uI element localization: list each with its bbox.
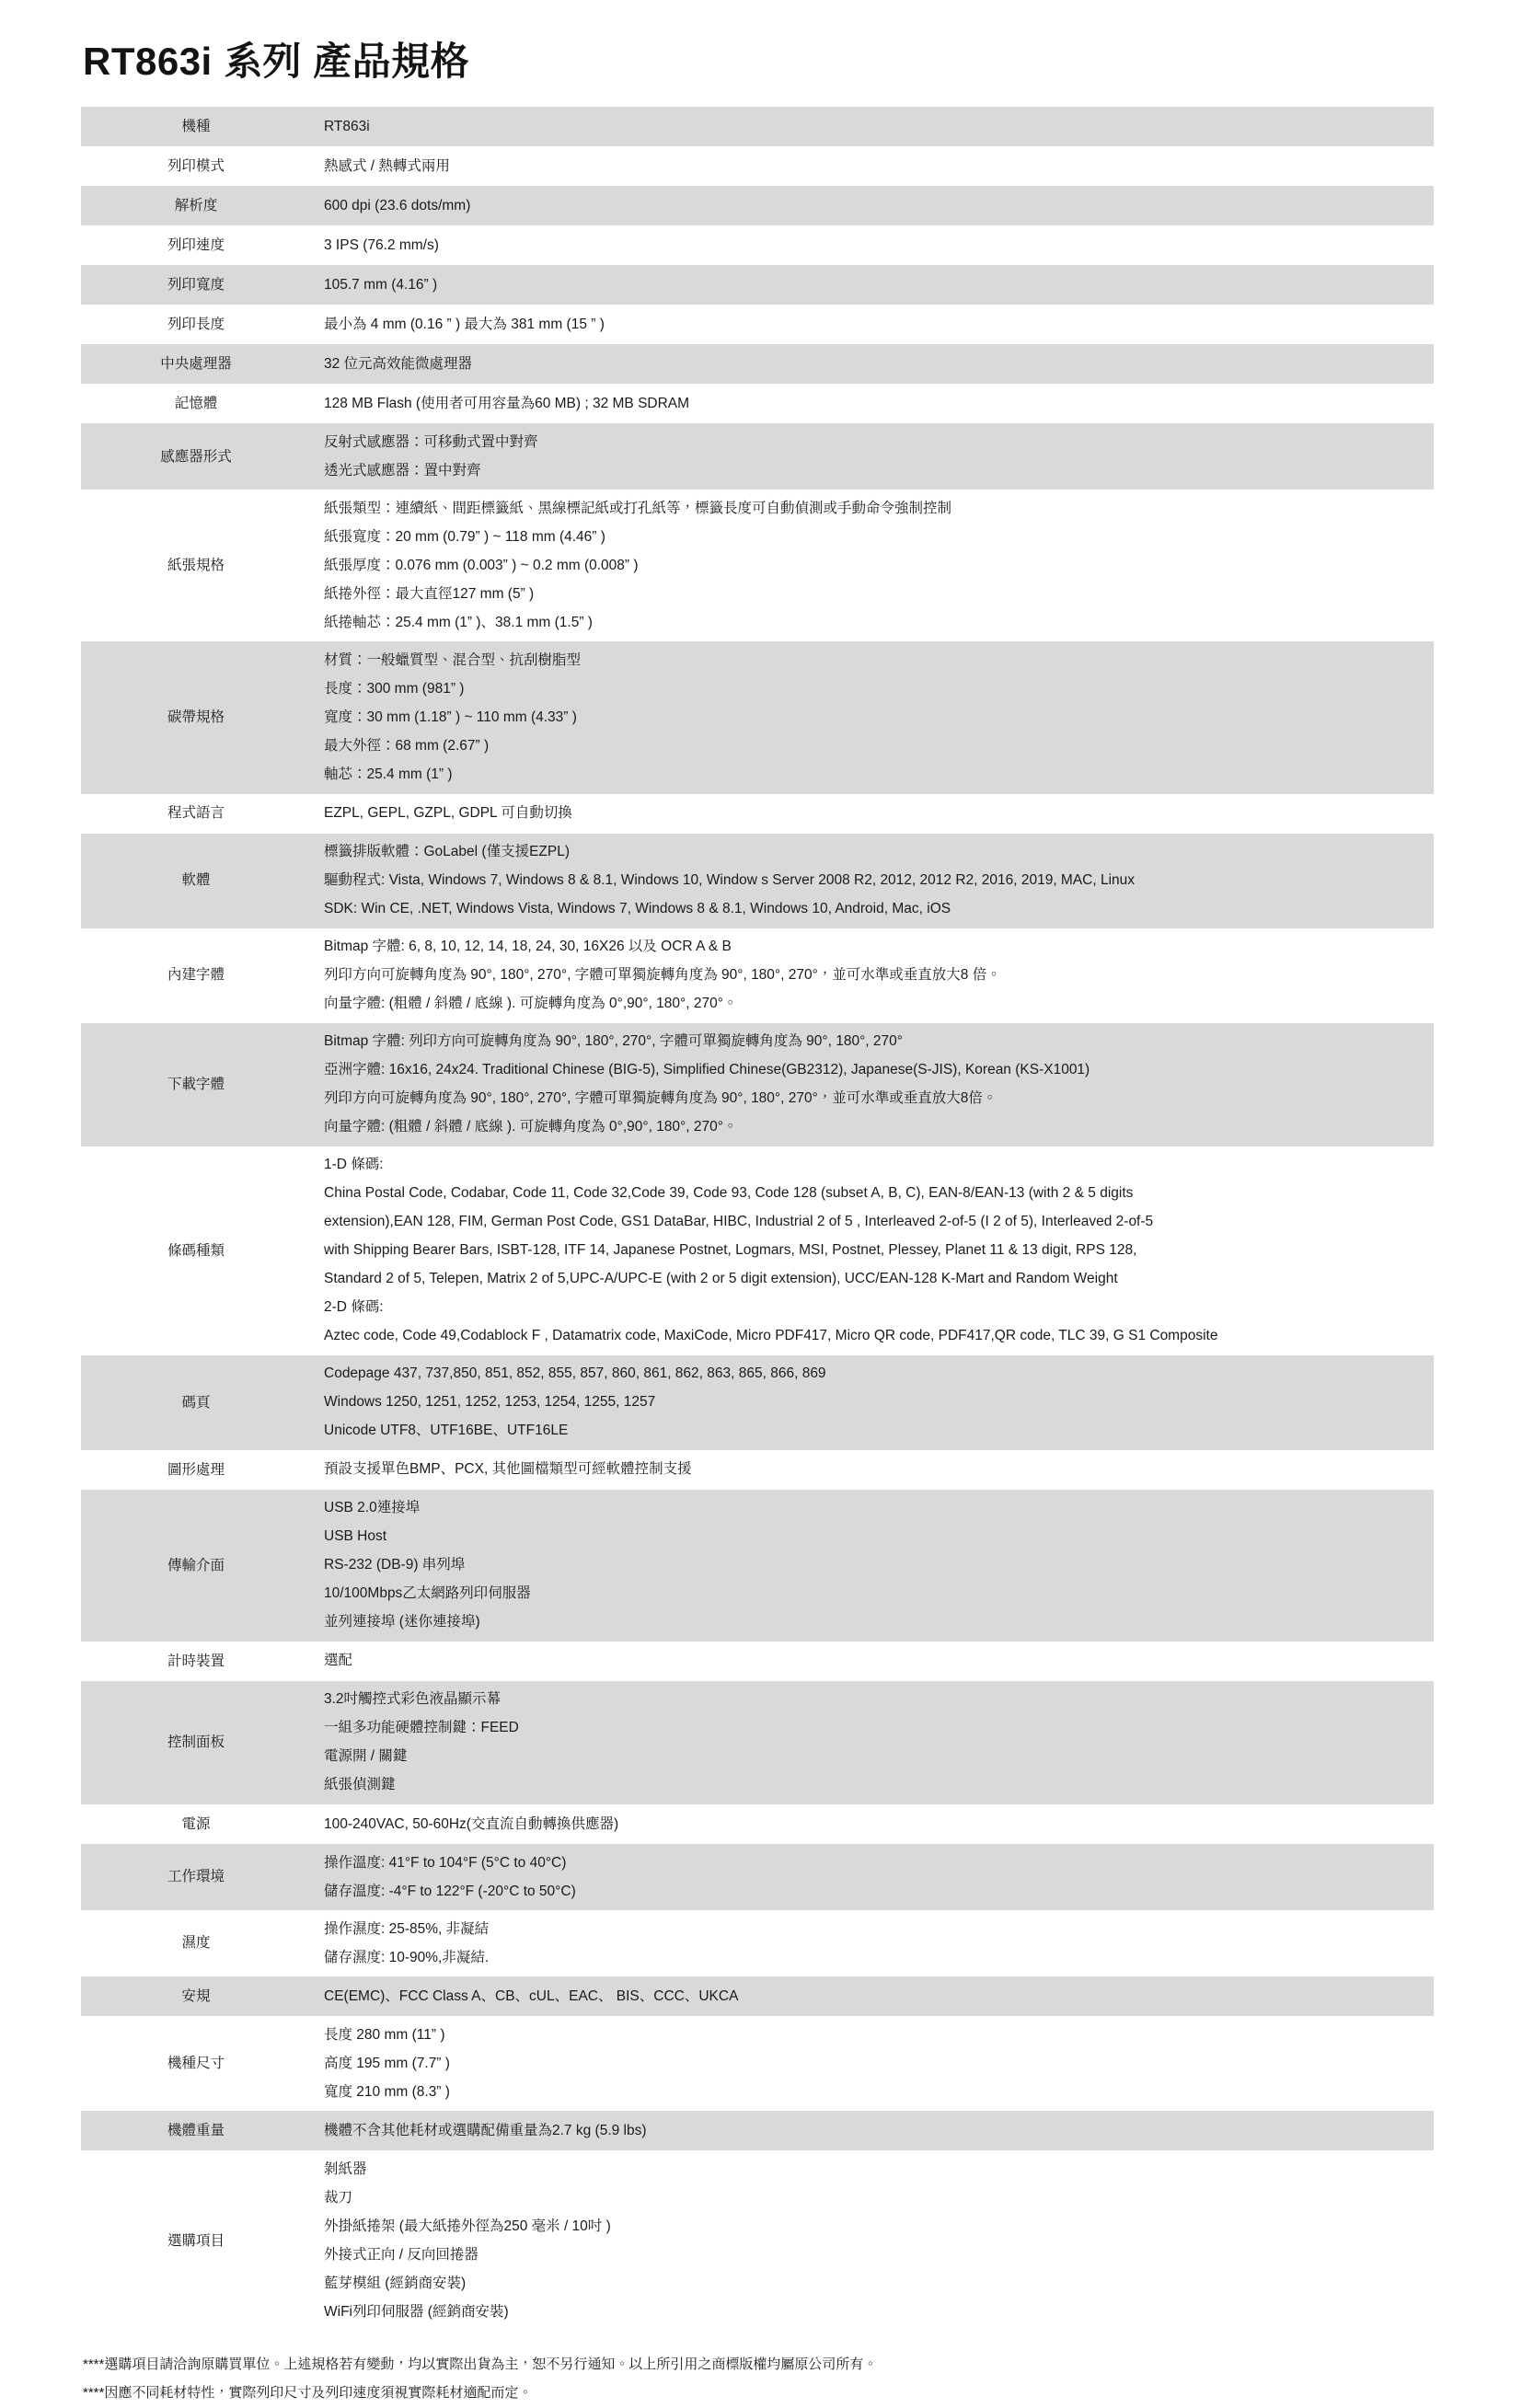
- specification-table: [81, 107, 1434, 2331]
- table-row: [81, 490, 1434, 641]
- spec-value-line: 紙張偵測鍵: [324, 1777, 396, 1793]
- spec-value-line: 寬度 210 mm (8.3” ): [324, 2083, 450, 2100]
- spec-value-line: 105.7 mm (4.16” ): [324, 276, 438, 293]
- spec-value-line: 材質：一般蠟質型、混合型、抗刮樹脂型: [324, 651, 582, 668]
- spec-value-line: 2-D 條碼:: [324, 1299, 384, 1316]
- table-row: [81, 186, 1434, 225]
- spec-value-line: 紙捲軸芯：25.4 mm (1” )、38.1 mm (1.5” ): [324, 614, 593, 630]
- spec-value-line: 高度 195 mm (7.7” ): [324, 2055, 450, 2071]
- table-row: [81, 1642, 1434, 1681]
- spec-label: 工作環境: [81, 1844, 311, 1910]
- spec-value-line: 紙張厚度：0.076 mm (0.003” ) ~ 0.2 mm (0.008” ): [324, 557, 639, 573]
- table-row: [81, 225, 1434, 265]
- spec-value-line: 寬度：30 mm (1.18” ) ~ 110 mm (4.33” ): [324, 709, 577, 725]
- spec-label: 機種: [81, 107, 311, 146]
- spec-value-line: 機體不含其他耗材或選購配備重量為2.7 kg (5.9 lbs): [324, 2122, 647, 2138]
- spec-value-line: 操作溫度: 41°F to 104°F (5°C to 40°C): [324, 1854, 567, 1871]
- spec-label: 濕度: [81, 1910, 311, 1976]
- spec-value-line: 裁刀: [324, 2189, 353, 2206]
- spec-value-line: 10/100Mbps乙太網路列印伺服器: [324, 1585, 531, 1602]
- spec-value-line: Bitmap 字體: 6, 8, 10, 12, 14, 18, 24, 30, 16X26 以及 OCR A & B: [324, 939, 732, 955]
- spec-label: 中央處理器: [81, 344, 311, 384]
- table-row: [81, 834, 1434, 928]
- page-title: RT863i 系列 產品規格: [83, 40, 470, 83]
- table-row: [81, 107, 1434, 146]
- table-row: [81, 928, 1434, 1023]
- spec-value-line: USB 2.0連接埠: [324, 1500, 421, 1516]
- spec-value-line: 紙張類型：連續紙、間距標籤紙、黑線標記紙或打孔紙等，標籤長度可自動偵測或手動命令強制控制: [324, 500, 952, 516]
- spec-value-line: 最小為 4 mm (0.16 ” ) 最大為 381 mm (15 ” ): [324, 316, 605, 332]
- spec-label: 安規: [81, 1976, 311, 2016]
- spec-value-line: RS-232 (DB-9) 串列埠: [324, 1557, 466, 1573]
- table-row: [81, 794, 1434, 834]
- spec-value: [311, 265, 1434, 305]
- spec-value-line: 預設支援單色BMP、PCX, 其他圖檔類型可經軟體控制支援: [324, 1461, 692, 1478]
- spec-value-line: 列印方向可旋轉角度為 90°, 180°, 270°, 字體可單獨旋轉角度為 90°, 180°, 270°，並可水準或垂直放大8倍。: [324, 1090, 997, 1107]
- spec-label: 列印寬度: [81, 265, 311, 305]
- spec-label: 機種尺寸: [81, 2016, 311, 2111]
- spec-value-line: SDK: Win CE, .NET, Windows Vista, Windows 7, Windows 8 & 8.1, Windows 10, Android, Mac, iOS: [324, 901, 951, 917]
- spec-value: [311, 423, 1434, 490]
- spec-label: 列印速度: [81, 225, 311, 265]
- spec-label: 傳輸介面: [81, 1490, 311, 1642]
- spec-value-line: CE(EMC)、FCC Class A、CB、cUL、EAC、 BIS、CCC、UKCA: [324, 1987, 739, 2004]
- table-row: [81, 1976, 1434, 2016]
- spec-label: 下載字體: [81, 1023, 311, 1146]
- spec-value-line: 1-D 條碼:: [324, 1157, 384, 1173]
- footnote-line: ****選購項目請洽詢原購買單位。上述規格若有變動，均以實際出貨為主，恕不另行通知。以上所引用之商標版權均屬原公司所有。: [83, 2356, 878, 2373]
- table-row: [81, 1355, 1434, 1450]
- spec-value-line: WiFi列印伺服器 (經銷商安裝): [324, 2303, 509, 2320]
- footnote-line: ****因應不同耗材特性，實際列印尺寸及列印速度須視實際耗材適配而定。: [83, 2385, 533, 2401]
- table-row: [81, 1804, 1434, 1844]
- spec-label: 條碼種類: [81, 1146, 311, 1355]
- spec-value-line: with Shipping Bearer Bars, ISBT-128, ITF 14, Japanese Postnet, Logmars, MSI, Postnet, Plessey, Planet 11 & 13 digit, RPS 128,: [324, 1242, 1137, 1259]
- table-row: [81, 2111, 1434, 2150]
- table-row: [81, 1490, 1434, 1642]
- spec-value-line: 選配: [324, 1653, 353, 1669]
- spec-value-line: 標籤排版軟體：GoLabel (僅支援EZPL): [324, 844, 570, 860]
- spec-value-line: 600 dpi (23.6 dots/mm): [324, 197, 471, 213]
- spec-value-line: 操作濕度: 25-85%, 非凝結: [324, 1920, 490, 1937]
- spec-value-line: 剝紙器: [324, 2160, 367, 2177]
- spec-value-line: 藍芽模組 (經銷商安裝): [324, 2275, 467, 2291]
- table-row: [81, 1146, 1434, 1355]
- spec-value-line: 外掛紙捲架 (最大紙捲外徑為250 毫米 / 10吋 ): [324, 2218, 611, 2234]
- spec-value: [311, 1450, 1434, 1490]
- spec-value: [311, 344, 1434, 384]
- spec-value: [311, 2016, 1434, 2111]
- spec-label: 軟體: [81, 834, 311, 928]
- spec-value-line: Unicode UTF8、UTF16BE、UTF16LE: [324, 1423, 569, 1439]
- spec-value: [311, 1642, 1434, 1681]
- table-row: [81, 1450, 1434, 1490]
- table-row: [81, 146, 1434, 186]
- spec-value: [311, 384, 1434, 423]
- spec-value-line: 向量字體: (粗體 / 斜體 / 底線 ). 可旋轉角度為 0°,90°, 180°, 270°。: [324, 1119, 738, 1135]
- spec-value-line: 反射式感應器：可移動式置中對齊: [324, 433, 538, 450]
- spec-value-line: 長度 280 mm (11” ): [324, 2026, 445, 2043]
- spec-label: 紙張規格: [81, 490, 311, 641]
- spec-value-line: 3 IPS (76.2 mm/s): [324, 236, 439, 253]
- spec-value-line: 透光式感應器：置中對齊: [324, 462, 481, 478]
- spec-value-line: 電源開 / 關鍵: [324, 1748, 408, 1765]
- spec-label: 計時裝置: [81, 1642, 311, 1681]
- spec-value-line: Standard 2 of 5, Telepen, Matrix 2 of 5,UPC-A/UPC-E (with 2 or 5 digit extension), UCC/EAN-128 K-Mart and Random Weight: [324, 1271, 1118, 1287]
- spec-value: [311, 1844, 1434, 1910]
- spec-value: [311, 641, 1434, 793]
- spec-label: 選購項目: [81, 2150, 311, 2331]
- spec-value-line: 亞洲字體: 16x16, 24x24. Traditional Chinese (BIG-5), Simplified Chinese(GB2312), Japanese(S-JIS), Korean (KS-X1001): [324, 1062, 1090, 1078]
- table-row: [81, 265, 1434, 305]
- spec-label: 列印長度: [81, 305, 311, 344]
- spec-value: [311, 107, 1434, 146]
- spec-value-line: 一組多功能硬體控制鍵：FEED: [324, 1720, 519, 1736]
- spec-value-line: 向量字體: (粗體 / 斜體 / 底線 ). 可旋轉角度為 0°,90°, 180°, 270°。: [324, 996, 738, 1012]
- footnotes: [83, 2351, 1441, 2408]
- spec-value: [311, 1804, 1434, 1844]
- spec-value-line: 紙捲外徑：最大直徑127 mm (5” ): [324, 585, 535, 602]
- spec-value-line: RT863i: [324, 118, 370, 134]
- table-row: [81, 344, 1434, 384]
- spec-value-line: extension),EAN 128, FIM, German Post Code, GS1 DataBar, HIBC, Industrial 2 of 5 , Interleaved 2-of-5 (I 2 of 5), Interleaved 2-of-5: [324, 1214, 1154, 1230]
- spec-value-line: 列印方向可旋轉角度為 90°, 180°, 270°, 字體可單獨旋轉角度為 90°, 180°, 270°，並可水準或垂直放大8 倍。: [324, 967, 1001, 984]
- table-row: [81, 641, 1434, 793]
- spec-value: [311, 1146, 1434, 1355]
- spec-value: [311, 2111, 1434, 2150]
- spec-value-line: Windows 1250, 1251, 1252, 1253, 1254, 1255, 1257: [324, 1394, 656, 1411]
- table-row: [81, 384, 1434, 423]
- spec-value-line: 最大外徑：68 mm (2.67” ): [324, 737, 490, 754]
- spec-label: 碼頁: [81, 1355, 311, 1450]
- spec-value: [311, 1976, 1434, 2016]
- spec-label: 感應器形式: [81, 423, 311, 490]
- spec-value-line: 軸芯：25.4 mm (1” ): [324, 766, 453, 782]
- spec-value: [311, 186, 1434, 225]
- spec-label: 控制面板: [81, 1681, 311, 1804]
- spec-value: [311, 305, 1434, 344]
- table-row: [81, 2016, 1434, 2111]
- spec-label: 碳帶規格: [81, 641, 311, 793]
- spec-value-line: China Postal Code, Codabar, Code 11, Code 32,Code 39, Code 93, Code 128 (subset A, B, C), EAN-8/EAN-13 (with 2 & 5 digits: [324, 1185, 1134, 1202]
- spec-value-line: 熱感式 / 熱轉式兩用: [324, 157, 450, 174]
- spec-value: [311, 834, 1434, 928]
- spec-label: 解析度: [81, 186, 311, 225]
- spec-value-line: 並列連接埠 (迷你連接埠): [324, 1614, 480, 1630]
- spec-value-line: 32 位元高效能微處理器: [324, 355, 473, 372]
- spec-label: 電源: [81, 1804, 311, 1844]
- spec-value: [311, 1023, 1434, 1146]
- spec-value-line: Codepage 437, 737,850, 851, 852, 855, 857, 860, 861, 862, 863, 865, 866, 869: [324, 1365, 826, 1382]
- specification-table-body: [81, 107, 1434, 2331]
- spec-value: [311, 2150, 1434, 2331]
- table-row: [81, 305, 1434, 344]
- spec-value-line: 儲存溫度: -4°F to 122°F (-20°C to 50°C): [324, 1883, 576, 1899]
- spec-value: [311, 1355, 1434, 1450]
- table-row: [81, 1910, 1434, 1976]
- spec-value: [311, 1681, 1434, 1804]
- table-row: [81, 1023, 1434, 1146]
- spec-value: [311, 1490, 1434, 1642]
- spec-value: [311, 1910, 1434, 1976]
- spec-label: 列印模式: [81, 146, 311, 186]
- table-row: [81, 423, 1434, 490]
- spec-value-line: 儲存濕度: 10-90%,非凝結.: [324, 1949, 490, 1965]
- spec-value: [311, 146, 1434, 186]
- spec-value: [311, 794, 1434, 834]
- spec-value-line: EZPL, GEPL, GZPL, GDPL 可自動切換: [324, 805, 572, 821]
- spec-label: 程式語言: [81, 794, 311, 834]
- spec-value-line: Bitmap 字體: 列印方向可旋轉角度為 90°, 180°, 270°, 字體可單獨旋轉角度為 90°, 180°, 270°: [324, 1033, 903, 1050]
- spec-label: 圖形處理: [81, 1450, 311, 1490]
- spec-value-line: 長度：300 mm (981” ): [324, 680, 465, 697]
- spec-value-line: USB Host: [324, 1528, 387, 1545]
- table-row: [81, 1681, 1434, 1804]
- table-row: [81, 1844, 1434, 1910]
- table-row: [81, 2150, 1434, 2331]
- spec-value: [311, 928, 1434, 1023]
- spec-value-line: 外接式正向 / 反向回捲器: [324, 2246, 479, 2263]
- spec-label: 內建字體: [81, 928, 311, 1023]
- spec-value: [311, 225, 1434, 265]
- spec-value-line: 3.2吋觸控式彩色液晶顯示幕: [324, 1691, 502, 1708]
- spec-value-line: 100-240VAC, 50-60Hz(交直流自動轉換供應器): [324, 1815, 619, 1832]
- spec-value: [311, 490, 1434, 641]
- spec-value-line: Aztec code, Code 49,Codablock F , Datamatrix code, MaxiCode, Micro PDF417, Micro QR code, PDF417,QR code, TLC 39, G S1 Composite: [324, 1328, 1218, 1344]
- spec-value-line: 128 MB Flash (使用者可用容量為60 MB) ; 32 MB SDRAM: [324, 395, 690, 411]
- spec-label: 機體重量: [81, 2111, 311, 2150]
- spec-label: 記憶體: [81, 384, 311, 423]
- spec-value-line: 驅動程式: Vista, Windows 7, Windows 8 & 8.1, Windows 10, Window s Server 2008 R2, 2012, 2012 R2, 2016, 2019, MAC, Linux: [324, 872, 1136, 889]
- spec-value-line: 紙張寬度：20 mm (0.79” ) ~ 118 mm (4.46” ): [324, 528, 605, 545]
